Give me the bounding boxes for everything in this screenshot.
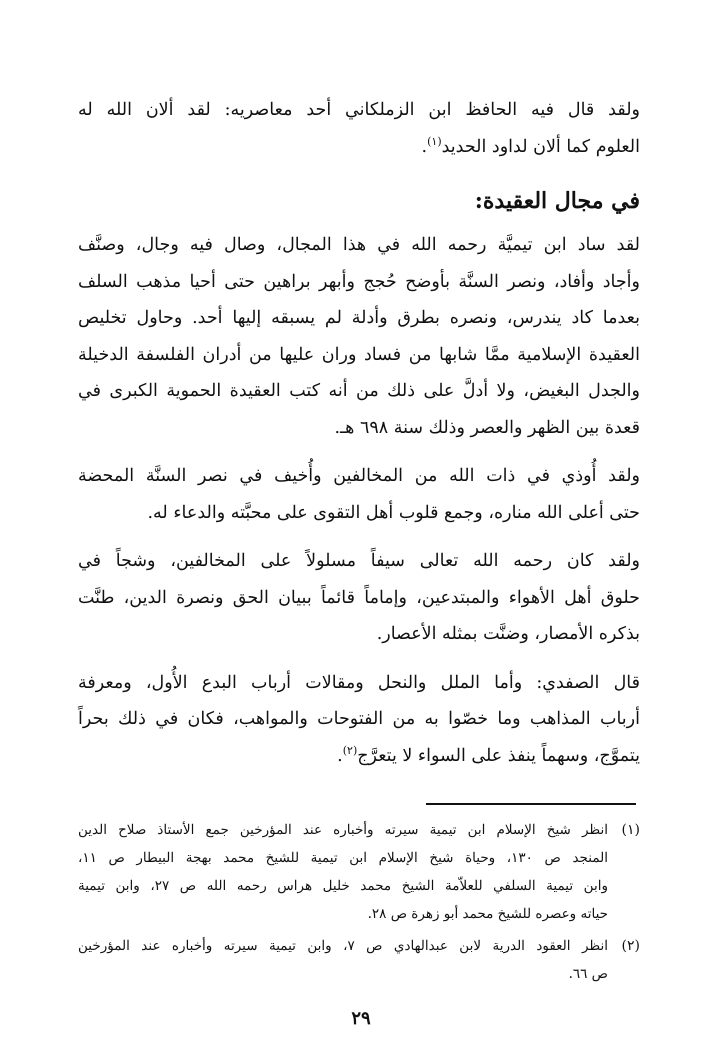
footnote-number: (١) bbox=[621, 822, 640, 838]
footnotes bbox=[78, 816, 640, 992]
footnote-line: وابن تيمية السلفي للعلاّمة الشيخ محمد خليل هراس رحمه الله ص ٢٧، وابن تيمية bbox=[78, 878, 608, 894]
footnote-line: ص ٦٦. bbox=[568, 966, 608, 982]
footnote-line: انظر شيخ الإسلام ابن تيمية سيرته وأخباره عند المؤرخين جمع الأستاذ صلاح الدين bbox=[78, 822, 608, 838]
text-line: لقد ساد ابن تيميَّة رحمه الله في هذا المجال، وصال فيه وجال، وصنَّف bbox=[78, 235, 640, 255]
text-line: ولقد قال فيه الحافظ ابن الزملكاني أحد معاصريه: لقد ألان الله له bbox=[78, 100, 640, 120]
text-line: العقيدة الإسلامية ممَّا شابها من فساد وران عليها من أدران الفلسفة الدخيلة bbox=[78, 344, 640, 365]
text-span: العلوم كما ألان لداود الحديد bbox=[441, 136, 640, 157]
text-line: بعدما كاد يندرس، ونصره بطرق وأدلة لم يسبقه إليها أحد. وحاول تخليص bbox=[78, 308, 640, 328]
footnote-line: المنجد ص ١٣٠، وحياة شيخ الإسلام ابن تيمية للشيخ محمد بهجة البيطار ص ١١، bbox=[78, 850, 608, 866]
text-line: ولقد أُوذي في ذات الله من المخالفين وأُخيف في نصر السنَّة المحضة bbox=[78, 466, 640, 486]
section-heading: في مجال العقيدة: bbox=[474, 188, 640, 214]
text-line: ولقد كان رحمه الله تعالى سيفاً مسلولاً على المخالفين، وشجاً في bbox=[78, 551, 640, 571]
text-line: قال الصفدي: وأما الملل والنحل ومقالات أرباب البدع الأُول، ومعرفة bbox=[78, 672, 640, 693]
footnote-ref: (١) bbox=[427, 134, 442, 148]
text-line: أرباب المذاهب وما خصّوا به من الفتوحات والمواهب، فكان في ذلك بحراً bbox=[78, 709, 640, 729]
text-line: وأجاد وأفاد، ونصر السنَّة بأوضح حُجج وأبهر براهين حتى أحيا مذهب السلف bbox=[78, 271, 640, 292]
footnote-number: (٢) bbox=[621, 938, 640, 954]
footnote-ref: (٢) bbox=[342, 743, 358, 757]
text-line bbox=[78, 129, 640, 166]
main-text bbox=[78, 92, 640, 774]
footnote-line: انظر العقود الدرية لابن عبدالهادي ص ٧، وابن تيمية سيرته وأخباره عند المؤرخين bbox=[78, 938, 608, 954]
text-line: قعدة بين الظهر والعصر وذلك سنة ٦٩٨ هـ. bbox=[334, 417, 640, 438]
text-line: والجدل البغيض، ولا أدلَّ على ذلك من أنه كتب العقيدة الحموية الكبرى في bbox=[78, 381, 640, 401]
text-span: . bbox=[337, 745, 343, 766]
text-line: حلوق أهل الأهواء والمبتدعين، وإماماً قائماً ببيان الحق ونصرة الدين، طنَّت bbox=[78, 587, 640, 608]
text-span: . bbox=[421, 136, 428, 157]
footnote bbox=[78, 932, 640, 988]
footnote-divider bbox=[426, 803, 636, 805]
footnote-line: حياته وعصره للشيخ محمد أبو زهرة ص ٢٨. bbox=[367, 906, 608, 922]
text-line: حتى أعلى الله مناره، وجمع قلوب أهل التقوى على محبَّته والدعاء له. bbox=[147, 502, 640, 523]
text-span: يتموَّج، وسهماً ينفذ على السواء لا يتعرَّج bbox=[357, 745, 640, 766]
page-number: ٢٩ bbox=[351, 1008, 371, 1029]
footnote bbox=[78, 816, 640, 928]
text-line bbox=[78, 738, 640, 775]
text-line: بذكره الأمصار، وضنَّت بمثله الأعصار. bbox=[376, 624, 640, 644]
